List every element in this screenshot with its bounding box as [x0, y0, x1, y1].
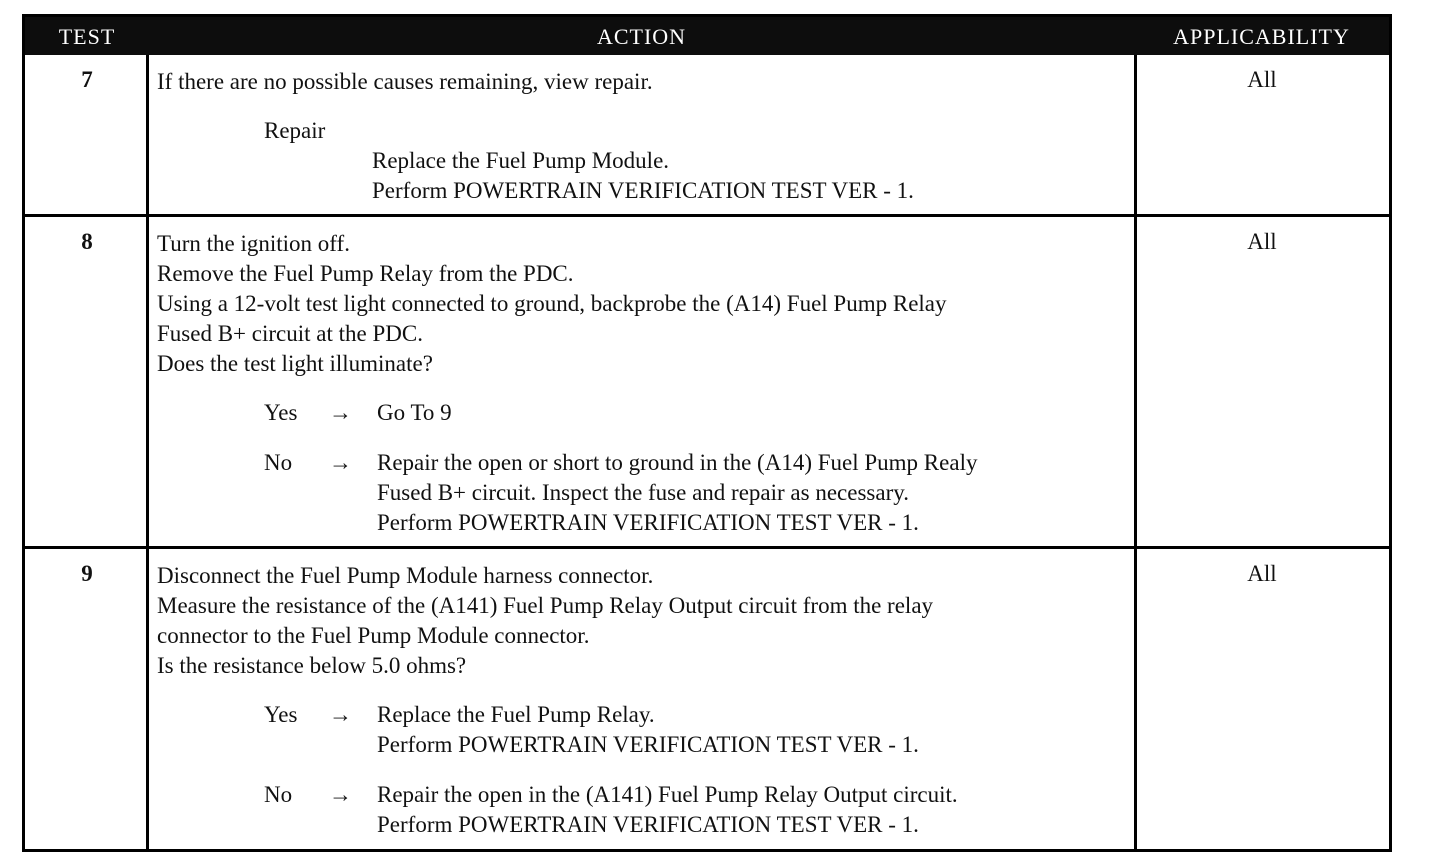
yes-result: Go To 9 — [377, 400, 452, 425]
no-branch — [157, 448, 978, 478]
no-branch-cont — [157, 508, 947, 538]
no-result: Fused B+ circuit. Inspect the fuse and repair as necessary. — [377, 480, 909, 505]
no-label: No — [264, 450, 293, 475]
yes-branch — [157, 700, 933, 730]
action-text — [157, 229, 978, 538]
no-label: No — [264, 782, 293, 807]
test-number: 7 — [81, 67, 93, 92]
action-line: Does the test light illuminate? — [157, 351, 433, 376]
no-result: Perform POWERTRAIN VERIFICATION TEST VER - 1. — [377, 510, 919, 535]
yes-label: Yes — [264, 400, 298, 425]
no-branch-cont — [157, 478, 947, 508]
table-row — [25, 549, 1389, 849]
table-row — [25, 55, 1389, 214]
action-line: Is the resistance below 5.0 ohms? — [157, 653, 467, 678]
no-result: Repair the open in the (A141) Fuel Pump Relay Output circuit. — [377, 782, 958, 807]
repair-line: Perform POWERTRAIN VERIFICATION TEST VER - 1. — [372, 178, 914, 203]
action-line: connector to the Fuel Pump Module connector. — [157, 623, 590, 648]
header-action: ACTION — [596, 24, 687, 49]
no-result: Repair the open or short to ground in the (A14) Fuel Pump Realy — [377, 450, 978, 475]
table-row — [25, 217, 1389, 546]
header-applicability: APPLICABILITY — [1173, 24, 1350, 49]
diagnostic-table — [22, 14, 1392, 852]
applicability-value: All — [1247, 229, 1277, 254]
applicability-value: All — [1247, 561, 1277, 586]
applicability-value: All — [1247, 67, 1277, 92]
action-text — [157, 67, 914, 206]
test-number: 9 — [81, 561, 93, 586]
test-number: 8 — [81, 229, 93, 254]
arrow-right-icon: → — [329, 782, 352, 807]
yes-branch-cont — [157, 730, 933, 760]
yes-result: Replace the Fuel Pump Relay. — [377, 702, 655, 727]
arrow-right-icon: → — [329, 400, 352, 425]
table-header — [25, 17, 1389, 55]
action-line: Disconnect the Fuel Pump Module harness connector. — [157, 563, 654, 588]
yes-label: Yes — [264, 702, 298, 727]
no-branch — [157, 780, 958, 810]
arrow-right-icon: → — [329, 450, 352, 475]
yes-result: Perform POWERTRAIN VERIFICATION TEST VER - 1. — [377, 732, 919, 757]
action-line: Measure the resistance of the (A141) Fuel Pump Relay Output circuit from the relay — [157, 593, 934, 618]
yes-branch — [157, 398, 947, 428]
arrow-right-icon: → — [329, 702, 352, 727]
repair-label: Repair — [264, 118, 326, 143]
action-line: Remove the Fuel Pump Relay from the PDC. — [157, 261, 574, 286]
action-text — [157, 561, 958, 840]
no-result: Perform POWERTRAIN VERIFICATION TEST VER - 1. — [377, 812, 919, 837]
action-line: Using a 12-volt test light connected to ground, backprobe the (A14) Fuel Pump Relay — [157, 291, 947, 316]
no-branch-cont — [157, 810, 933, 840]
action-line: Turn the ignition off. — [157, 231, 350, 256]
repair-line: Replace the Fuel Pump Module. — [372, 148, 670, 173]
action-line: If there are no possible causes remaining, view repair. — [157, 69, 653, 94]
header-test: TEST — [58, 24, 116, 49]
action-line: Fused B+ circuit at the PDC. — [157, 321, 423, 346]
